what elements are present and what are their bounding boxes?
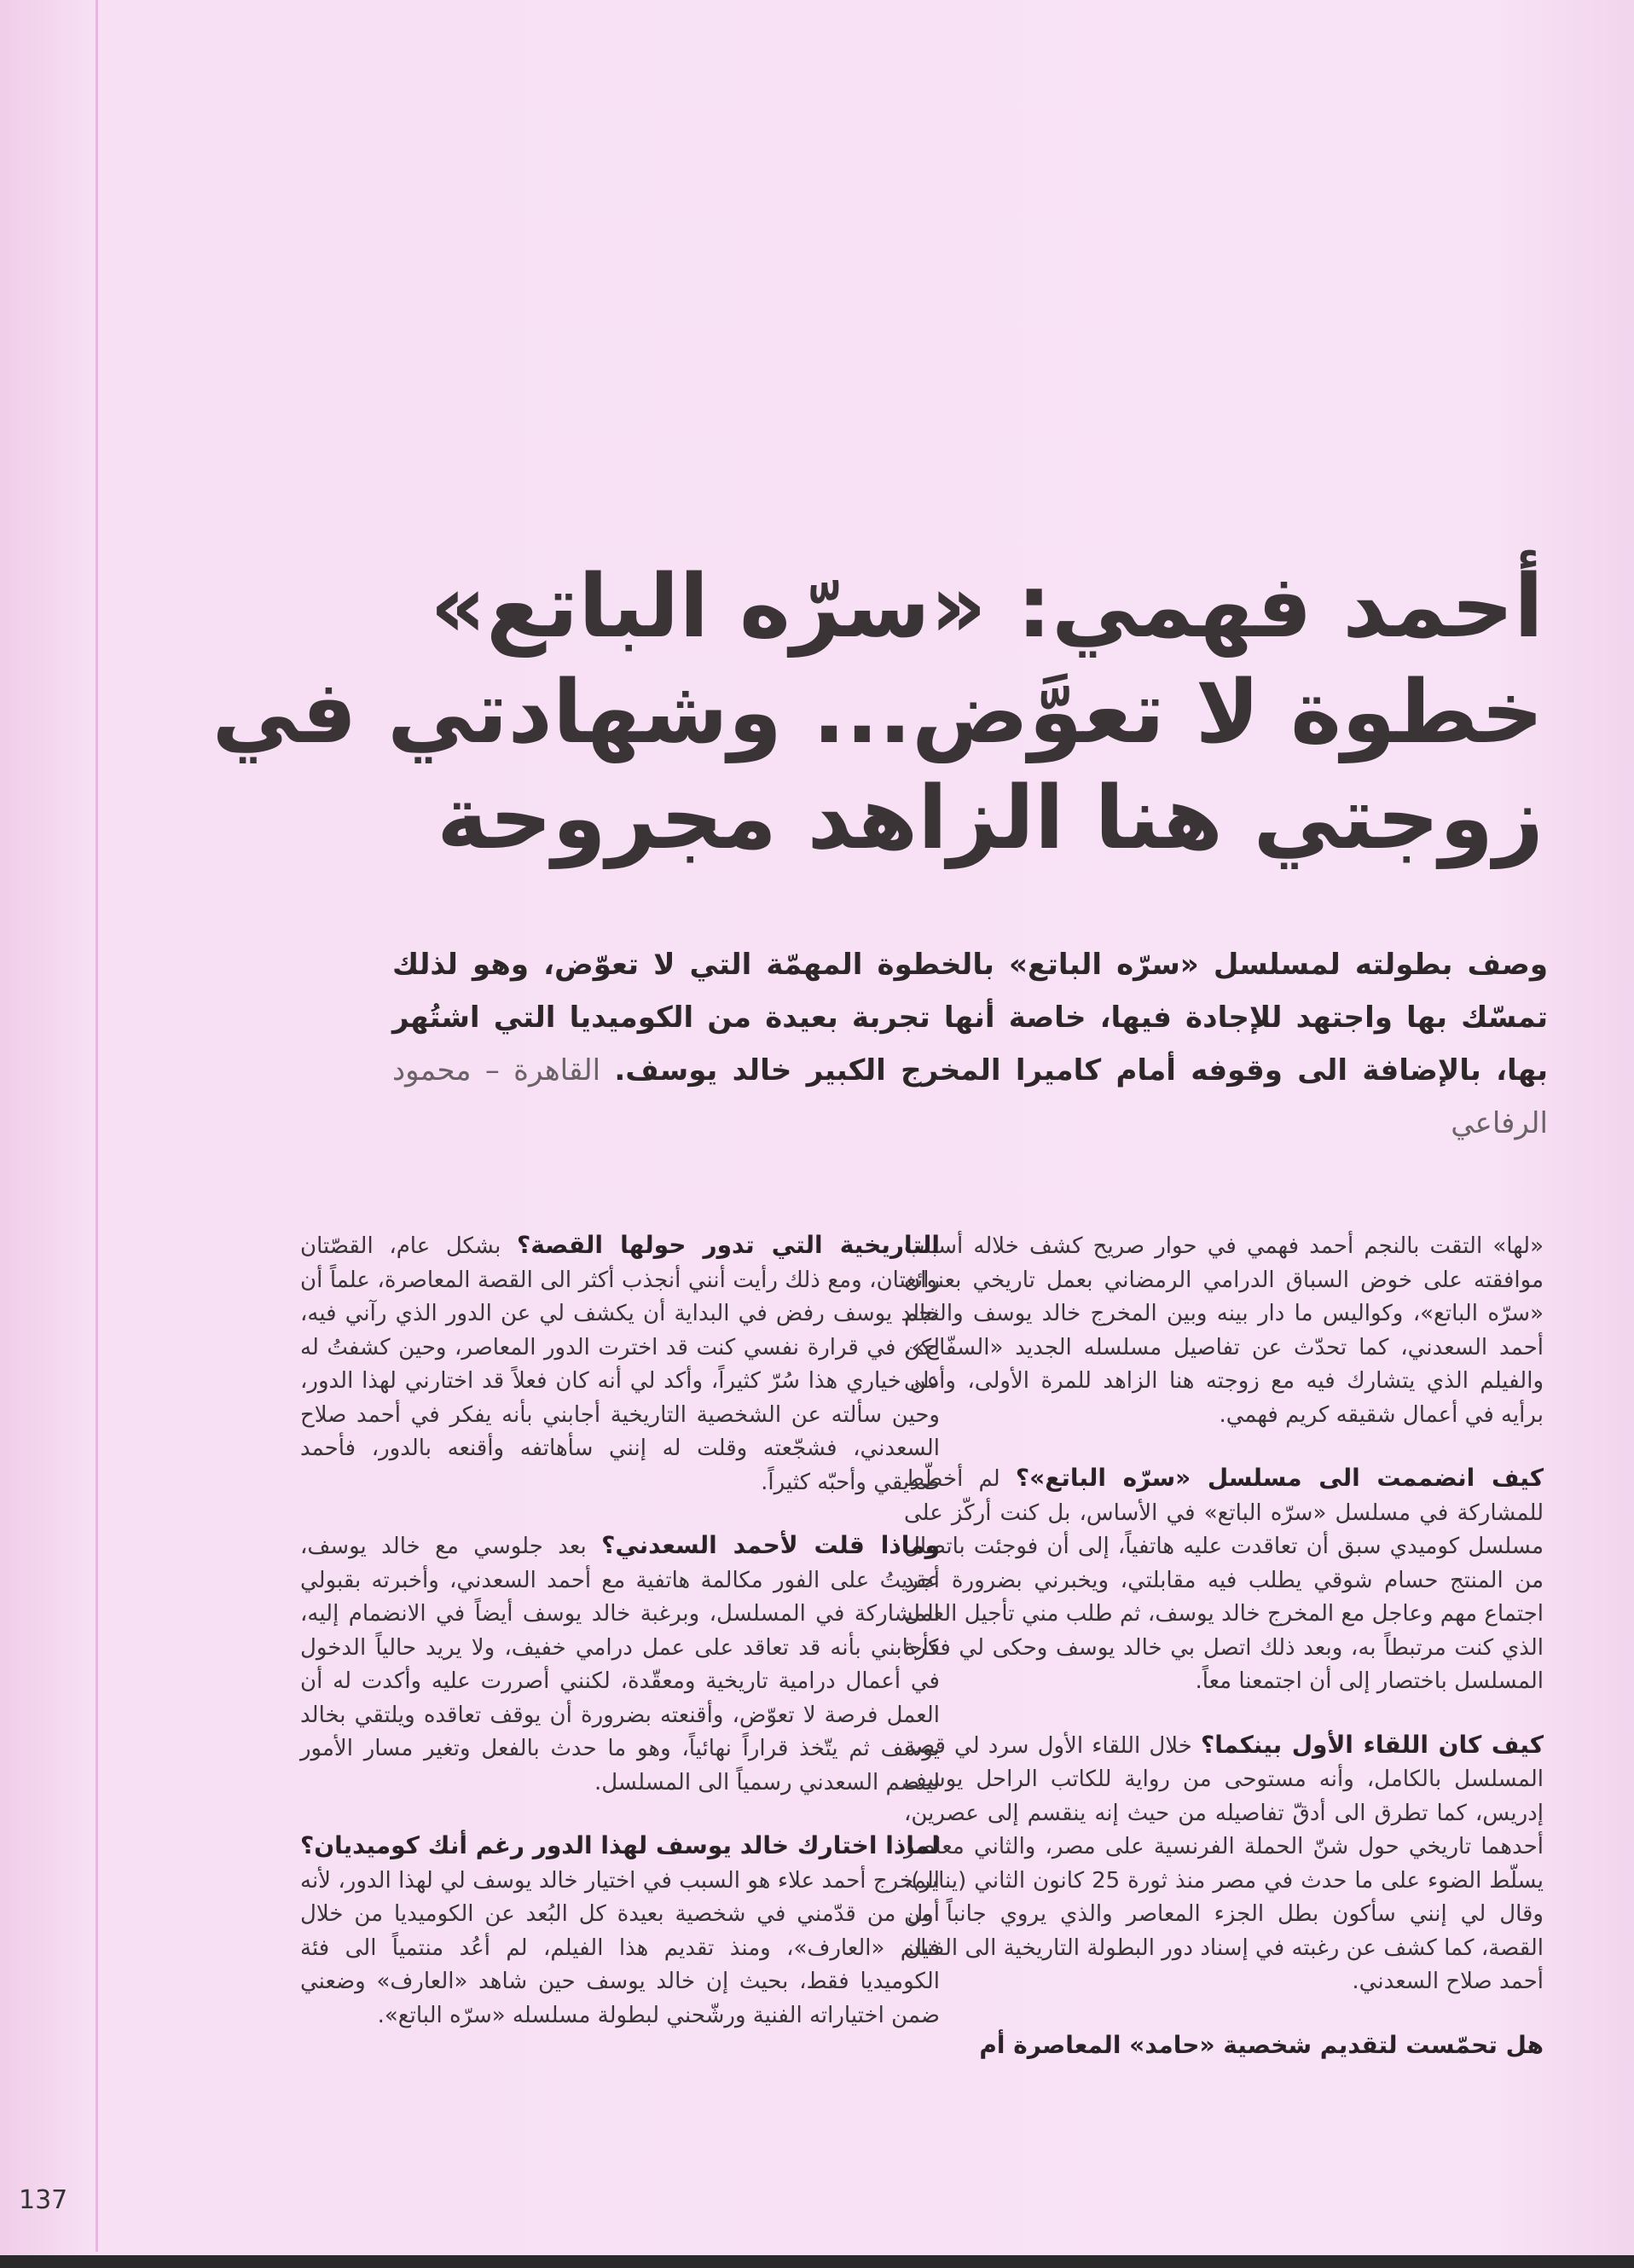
- binding-gutter: [96, 0, 98, 2252]
- headline-line-3: زوجتي هنا الزاهد مجروحة: [437, 768, 1544, 869]
- headline-line-2: خطوة لا تعوَّض... وشهادتي في: [211, 662, 1544, 763]
- intro-text: وصف بطولته لمسلسل «سرّه الباتع» بالخطوة المهمّة التي لا تعوّض، وهو لذلك تمسّك بها واجتهد للإجادة فيها، خاصة أنها تجربة بعيدة من الكوميديا التي اشتُهر بها، بالإضافة الى وقوفه أمام كاميرا المخرج الكبير خالد يوسف.: [392, 948, 1548, 1088]
- paragraph: [904, 1728, 1544, 1999]
- question: كيف انضممت الى مسلسل «سرّه الباتع»؟: [1015, 1464, 1544, 1492]
- answer: «لها» التقت بالنجم أحمد فهمي في حوار صريح كشف خلاله أسباب موافقته على خوض السباق الدرامي الرمضاني بعمل تاريخي بعنوان «سرّه الباتع»، وكواليس ما دار بينه وبين المخرج خالد يوسف والنجم أحمد السعدني، كما تحدّث عن تفاصيل مسلسله الجديد «السفّاح»، والفيلم الذي يتشارك فيه مع زوجته هنا الزاهد للمرة الأولى، وأدلى برأيه في أعمال شقيقه كريم فهمي.: [904, 1233, 1544, 1428]
- paragraph: [300, 1829, 940, 2033]
- article-intro: [392, 938, 1548, 1150]
- answer: المخرج أحمد علاء هو السبب في اختيار خالد يوسف لي لهذا الدور، لأنه أول من قدّمني في شخصية بعيدة كل البُعد عن الكوميديا من خلال فيلم «العارف»، ومنذ تقديم هذا الفيلم، لم أعُد منتمياً الى فئة الكوميديا فقط، بحيث إن خالد يوسف حين شاهد «العارف» وضعني ضمن اختياراته الفنية ورشّحني لبطولة مسلسله «سرّه الباتع».: [300, 1867, 940, 2028]
- byline: القاهرة – محمود الرفاعي: [392, 1053, 1548, 1140]
- answer: خلال اللقاء الأول سرد لي قصة المسلسل بالكامل، وأنه مستوحى من رواية للكاتب الراحل يوسف إدريس، كما تطرق الى أدقّ تفاصيله من حيث إنه ينقسم إلى عصرين، أحدهما تاريخي حول شنّ الحملة الفرنسية على مصر، والثاني معاصر يسلّط الضوء على ما حدث في مصر منذ ثورة 25 كانون الثاني (يناير)، وقال لي إنني سأكون بطل الجزء المعاصر والذي يروي جانباً من القصة، كما كشف عن رغبته في إسناد دور البطولة التاريخية الى الفنان أحمد صلاح السعدني.: [904, 1732, 1544, 1994]
- answer: بعد جلوسي مع خالد يوسف، أجريتُ على الفور مكالمة هاتفية مع أحمد السعدني، وأخبرته بقبولي المشاركة في المسلسل، وبرغبة خالد يوسف أيضاً في الانضمام إليه، فأجابني بأنه قد تعاقد على عمل درامي خفيف، ولا يريد حالياً الدخول في أعمال درامية تاريخية ومعقّدة، لكنني أصررت عليه وأكدت له أن العمل فرصة لا تعوّض، وأقنعته بضرورة أن يوقف تعاقده ويلتقي بخالد يوسف ثم يتّخذ قراراً نهائياً، وهو ما حدث بالفعل وتغير مسار الأمور لينضم السعدني رسمياً الى المسلسل.: [300, 1534, 940, 1795]
- page-number: 137: [19, 2185, 68, 2215]
- paragraph: [300, 1528, 940, 1800]
- question: لماذا اختارك خالد يوسف لهذا الدور رغم أنك كوميديان؟: [300, 1831, 940, 1859]
- scan-edge-bar: [0, 2255, 1634, 2268]
- question: التاريخية التي تدور حولها القصة؟: [516, 1231, 941, 1259]
- paragraph: [904, 2028, 1544, 2064]
- body-column-left: [300, 1228, 940, 2062]
- headline-line-1: أحمد فهمي: «سرّه الباتع»: [430, 556, 1544, 658]
- answer: لم أخطّط للمشاركة في مسلسل «سرّه الباتع» في الأساس، بل كنت أركّز على مسلسل كوميدي سبق أن تعاقدت عليه هاتفياً، إلى أن فوجئت باتصال من المنتج حسام شوقي يطلب فيه مقابلتي، ويخبرني بضرورة عقد اجتماع مهم وعاجل مع المخرج خالد يوسف، ثم طلب مني تأجيل العمل الذي كنت مرتبطاً به، وبعد ذلك اتصل بي خالد يوسف وحكى لي فكرة المسلسل باختصار إلى أن اجتمعنا معاً.: [904, 1466, 1544, 1694]
- question: هل تحمّست لتقديم شخصية «حامد» المعاصرة أم: [979, 2030, 1544, 2059]
- question: كيف كان اللقاء الأول بينكما؟: [1200, 1730, 1544, 1759]
- answer: بشكل عام، القصّتان رائعتان، ومع ذلك رأيت أنني أنجذب أكثر الى القصة المعاصرة، علماً أن خالد يوسف رفض في البداية أن يكشف لي عن الدور الذي رآني فيه، لكن في قرارة نفسي كنت قد اخترت الدور المعاصر، وحين كشفتُ له عن خياري هذا سُرّ كثيراً، وأكد لي أنه كان فعلاً قد اختارني لهذا الدور، وحين سألته عن الشخصية التاريخية أجابني بأنه يفكر في أحمد صلاح السعدني، فشجّعته وقلت له إنني سأهاتفه وأقنعه بالدور، فأحمد صديقي وأحبّه كثيراً.: [300, 1233, 940, 1495]
- paragraph: [904, 1228, 1544, 1432]
- paragraph: [904, 1461, 1544, 1699]
- article-headline: [211, 554, 1544, 872]
- body-column-right: [904, 1228, 1544, 2092]
- question: وماذا قلت لأحمد السعدني؟: [601, 1531, 940, 1559]
- paragraph: [300, 1228, 940, 1499]
